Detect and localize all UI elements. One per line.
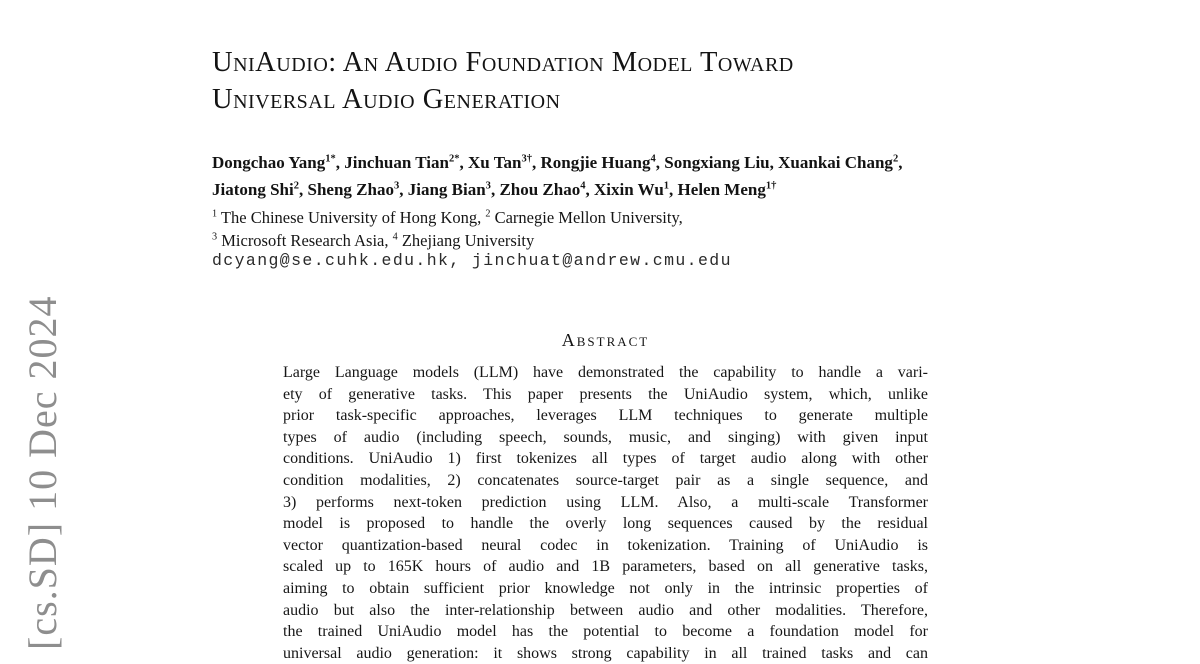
abstract-line: universal audio generation: it shows strong capability in all trained tasks and can <box>283 644 928 662</box>
superscript: 4 <box>650 153 656 165</box>
superscript: 3 <box>393 179 400 191</box>
abstract-line: Large Language models (LLM) have demonstrated the capability to handle a vari- <box>283 364 928 381</box>
superscript: 3 <box>212 231 218 243</box>
superscript: 1* <box>325 153 336 165</box>
abstract-heading: Abstract <box>561 330 650 350</box>
abstract-line: vector quantization-based neural codec in tokenization. Training of UniAudio is <box>283 536 928 554</box>
abstract-line: audio but also the inter-relationship between audio and other modalities. Therefore, <box>283 601 928 619</box>
affiliation-block <box>212 206 683 252</box>
abstract-line: model is proposed to handle the overly long sequences caused by the residual <box>283 515 928 533</box>
superscript: 3 <box>485 179 491 191</box>
abstract-line: 3) performs next-token prediction using LLM. Also, a multi-scale Transformer <box>283 493 928 511</box>
paper-title-line-1: UniAudio: An Audio Foundation Model Toward <box>212 47 794 78</box>
superscript: 2 <box>293 179 299 191</box>
abstract-line: condition modalities, 2) concatenates source-target pair as a single sequence, and <box>283 471 928 489</box>
superscript: 2 <box>892 153 899 165</box>
superscript: 2 <box>485 208 491 220</box>
affiliation-line-1: $^1$ The Chinese University of Hong Kong, $^2$ Carnegie Mellon University, <box>212 208 683 227</box>
author-block <box>212 150 902 203</box>
abstract-line: scaled up to 165K hours of audio and 1B parameters, based on all generative tasks, <box>283 558 928 576</box>
abstract-line: types of audio (including speech, sounds, music, and singing) with given input <box>283 428 928 446</box>
author-line-1: Dongchao Yang$^{1*}$, Jinchuan Tian$^{2*}$, Xu Tan$^{3\dagger}$, Rongjie Huang$^4$, Songxiang Liu, Xuankai Chang$^2$, <box>212 153 903 172</box>
superscript: 1† <box>765 179 777 191</box>
superscript: 3† <box>521 153 532 165</box>
author-line-2: Jiatong Shi$^2$, Sheng Zhao$^3$, Jiang Bian$^3$, Zhou Zhao$^4$, Xixin Wu$^1$, Helen Meng$^{1\dagger}$ <box>212 179 777 199</box>
email-line: dcyang@se.cuhk.edu.hk, jinchuat@andrew.cmu.edu <box>212 251 732 270</box>
affiliation-line-2: $^3$ Microsoft Research Asia, $^4$ Zhejiang University <box>212 231 535 250</box>
arxiv-watermark: [cs.SD] 10 Dec 2024 <box>20 295 65 650</box>
abstract-body <box>283 362 928 664</box>
abstract-line: prior task-specific approaches, leverages LLM techniques to generate multiple <box>283 407 928 425</box>
abstract-line: ety of generative tasks. This paper presents the UniAudio system, which, unlike <box>283 385 928 403</box>
superscript: 4 <box>392 231 398 243</box>
abstract-line: the trained UniAudio model has the potential to become a foundation model for <box>283 623 928 641</box>
superscript: 1 <box>663 179 670 191</box>
superscript: 4 <box>580 179 586 191</box>
superscript: 1 <box>212 208 218 220</box>
paper-title <box>212 44 794 118</box>
abstract-line: conditions. UniAudio 1) first tokenizes all types of target audio along with other <box>283 450 928 468</box>
superscript: 2* <box>448 153 460 165</box>
abstract-line: aiming to obtain sufficient prior knowledge not only in the intrinsic properties of <box>283 579 928 597</box>
paper-title-line-2: Universal Audio Generation <box>212 84 561 115</box>
